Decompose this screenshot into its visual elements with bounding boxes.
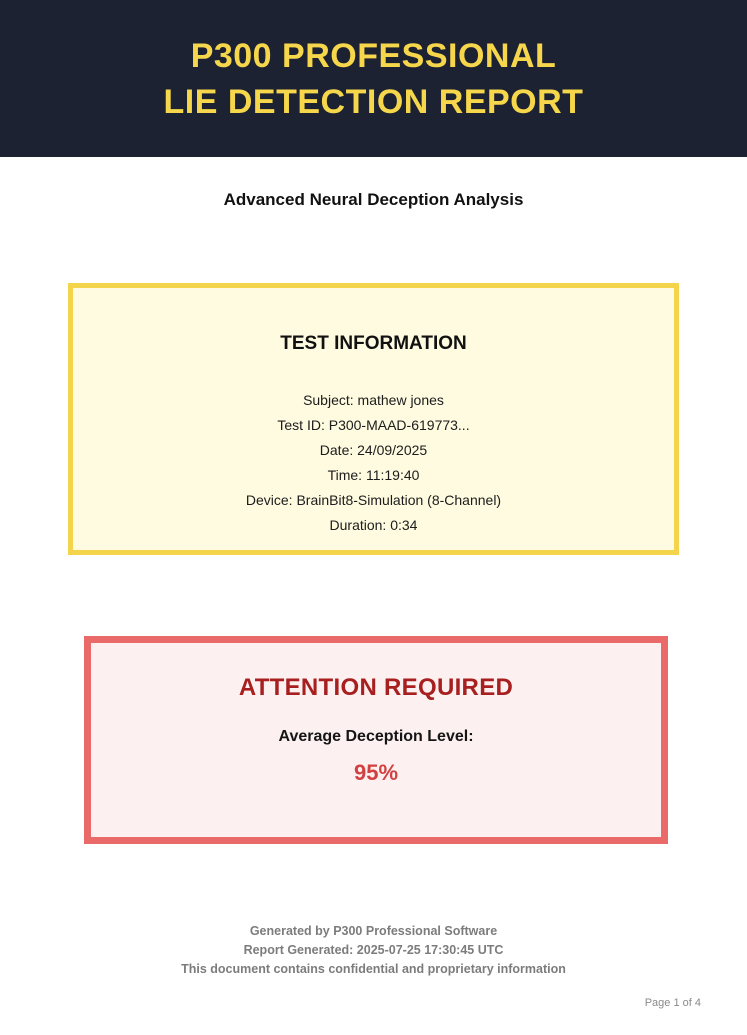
footer-generated-by: Generated by P300 Professional Software (249, 924, 498, 938)
test-info-time: Time: 11:19:40 (327, 467, 420, 483)
test-info-duration: Duration: 0:34 (329, 517, 418, 533)
test-info-date: Date: 24/09/2025 (319, 442, 428, 458)
test-info-subject: Subject: mathew jones (303, 392, 444, 408)
attention-required-title: ATTENTION REQUIRED (238, 674, 514, 701)
report-subtitle: Advanced Neural Deception Analysis (223, 190, 524, 209)
attention-required-panel (84, 636, 668, 844)
test-info-device: Device: BrainBit8-Simulation (8-Channel) (245, 492, 502, 508)
footer-confidentiality-notice: This document contains confidential and proprietary information (181, 962, 566, 976)
report-title-line-1: P300 PROFESSIONAL (190, 36, 557, 75)
test-information-panel (68, 283, 679, 555)
test-information-list (73, 388, 674, 538)
average-deception-label: Average Deception Level: (278, 728, 474, 745)
footer-generated-at: Report Generated: 2025-07-25 17:30:45 UTC (243, 943, 504, 957)
page-number: Page 1 of 4 (644, 997, 701, 1009)
report-footer (0, 922, 747, 979)
report-header-banner (0, 0, 747, 157)
average-deception-value: 95% (353, 760, 399, 785)
test-information-title: TEST INFORMATION (280, 333, 467, 354)
report-title-line-2: LIE DETECTION REPORT (163, 82, 584, 121)
test-info-test-id: Test ID: P300-MAAD-619773... (277, 417, 470, 433)
